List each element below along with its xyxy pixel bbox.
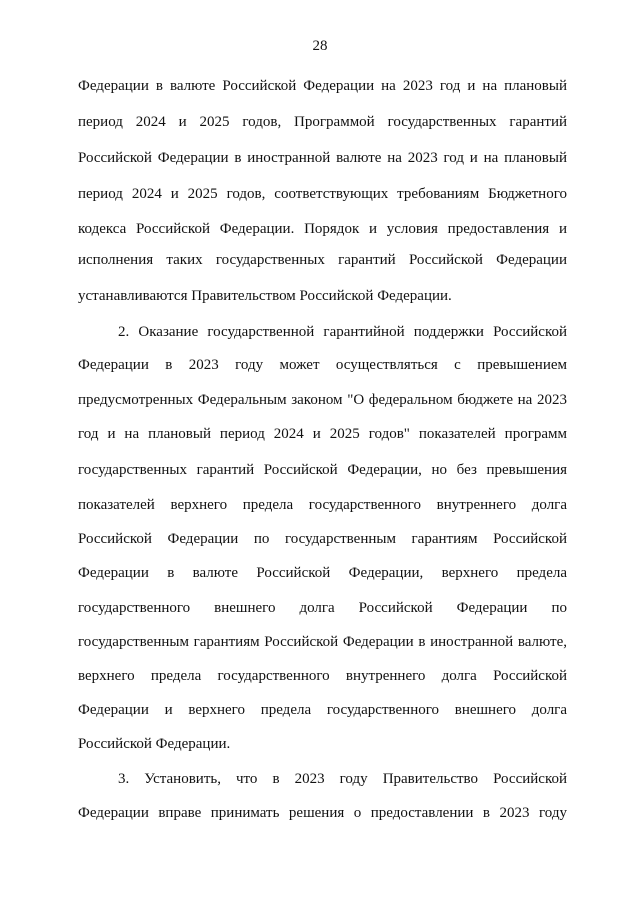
text-line: Российской Федерации. — [78, 736, 231, 752]
text-line: период 2024 и 2025 годов, Программой государственных гарантий — [78, 114, 567, 130]
text-line: год и на плановый период 2024 и 2025 годов" показателей программ — [78, 426, 567, 442]
text-line: показателей верхнего предела государственного внутреннего долга — [78, 497, 567, 513]
text-line: предусмотренных Федеральным законом "О федеральном бюджете на 2023 — [78, 392, 567, 408]
text-line: государственных гарантий Российской Федерации, но без превышения — [78, 462, 567, 478]
text-line: Федерации вправе принимать решения о предоставлении в 2023 году — [78, 805, 567, 821]
text-line: Федерации в 2023 году может осуществляться с превышением — [78, 357, 567, 373]
text-line: Российской Федерации в иностранной валюте на 2023 год и на плановый — [78, 150, 567, 166]
text-line: Федерации и верхнего предела государственного внешнего долга — [78, 702, 567, 718]
text-line: устанавливаются Правительством Российской Федерации. — [78, 288, 452, 304]
text-line: Российской Федерации по государственным гарантиям Российской — [78, 531, 567, 547]
text-line: государственного внешнего долга Российской Федерации по — [78, 600, 567, 616]
text-line: верхнего предела государственного внутреннего долга Российской — [78, 668, 567, 684]
text-line: Федерации в валюте Российской Федерации на 2023 год и на плановый — [78, 78, 567, 94]
text-line: государственным гарантиям Российской Федерации в иностранной валюте, — [78, 634, 567, 650]
text-line: 2. Оказание государственной гарантийной поддержки Российской — [118, 324, 567, 340]
text-line: 3. Установить, что в 2023 году Правительство Российской — [118, 771, 567, 787]
text-line: период 2024 и 2025 годов, соответствующих требованиям Бюджетного — [78, 186, 567, 202]
text-line: Федерации в валюте Российской Федерации, верхнего предела — [78, 565, 567, 581]
text-line: исполнения таких государственных гарантий Российской Федерации — [78, 252, 567, 268]
page-number: 28 — [312, 38, 328, 54]
text-line: кодекса Российской Федерации. Порядок и условия предоставления и — [78, 221, 567, 237]
